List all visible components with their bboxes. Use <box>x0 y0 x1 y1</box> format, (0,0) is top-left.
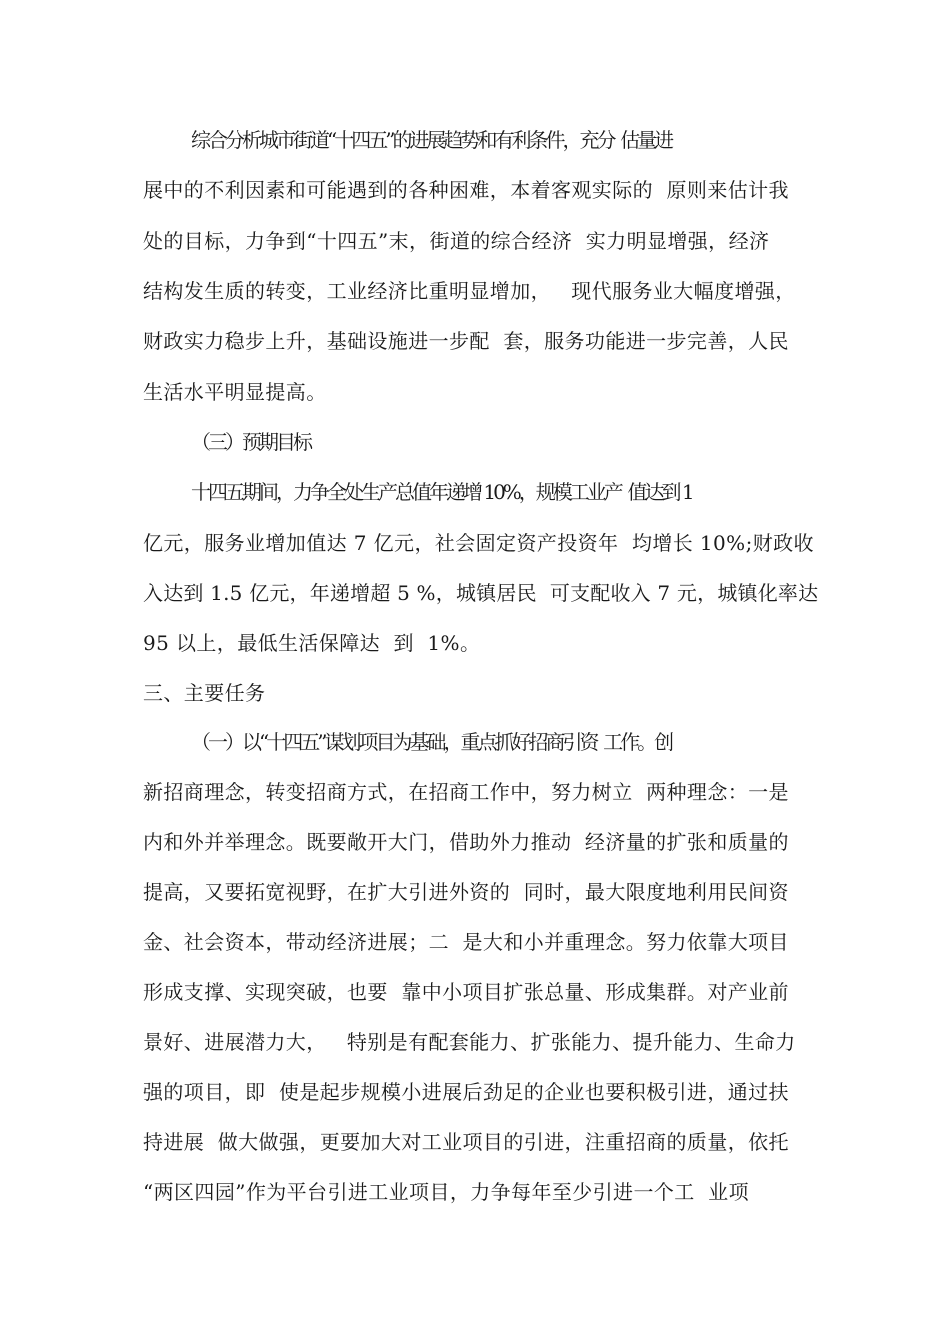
paragraph-3-line-7: 景好、进展潜力大， 特别是有配套能力、扩张能力、提升能力、生命力 <box>143 1030 796 1054</box>
paragraph-2-line-3: 入达到 1.5 亿元，年递增超 5 %，城镇居民 可支配收入 7 元，城镇化率达 <box>143 581 819 605</box>
paragraph-3-line-1: （一）以“十四五”谋划项目为基础，重点抓好招商引资 工作。创 <box>191 730 672 754</box>
paragraph-3-line-5: 金、社会资本，带动经济进展；二 是大和小并重理念。努力依靠大项目 <box>143 930 789 954</box>
paragraph-3-line-9: 持进展 做大做强，更要加大对工业项目的引进，注重招商的质量，依托 <box>143 1130 789 1154</box>
paragraph-1-line-6: 生活水平明显提高。 <box>143 380 327 404</box>
paragraph-1-line-5: 财政实力稳步上升，基础设施进一步配 套，服务功能进一步完善，人民 <box>143 329 789 353</box>
paragraph-3-line-3: 内和外并举理念。既要敞开大门，借助外力推动 经济量的扩张和质量的 <box>143 830 789 854</box>
paragraph-1-line-4: 结构发生质的转变，工业经济比重明显增加， 现代服务业大幅度增强， <box>143 279 796 303</box>
paragraph-2-line-2: 亿元，服务业增加值达 7 亿元，社会固定资产投资年 均增长 10%;财政收 <box>143 531 814 555</box>
paragraph-3-line-4: 提高，又要拓宽视野，在扩大引进外资的 同时，最大限度地利用民间资 <box>143 880 789 904</box>
paragraph-1-line-3: 处的目标，力争到“十四五”末，街道的综合经济 实力明显增强，经济 <box>143 229 770 253</box>
paragraph-3-line-2: 新招商理念，转变招商方式，在招商工作中，努力树立 两种理念：一是 <box>143 780 789 804</box>
paragraph-3-line-6: 形成支撑、实现突破，也要 靠中小项目扩张总量、形成集群。对产业前 <box>143 980 789 1004</box>
section-heading-main-tasks: 三、主要任务 <box>143 681 266 705</box>
subheading-expected-goals: （三）预期目标 <box>191 430 310 454</box>
paragraph-3-line-10: “两区四园”作为平台引进工业项目，力争每年至少引进一个工 业项 <box>143 1180 749 1204</box>
paragraph-1-line-1: 综合分析城市街道“十四五”的进展趋势和有利条件，充分 估量进 <box>191 128 672 152</box>
paragraph-2-line-4: 95 以上，最低生活保障达 到 1%。 <box>143 631 481 655</box>
paragraph-2-line-1: 十四五期间，力争全处生产总值年递增 10%，规模工业产 值达到 1 <box>191 480 692 504</box>
paragraph-1-line-2: 展中的不利因素和可能遇到的各种困难，本着客观实际的 原则来估计我 <box>143 178 789 202</box>
paragraph-3-line-8: 强的项目，即 使是起步规模小进展后劲足的企业也要积极引进，通过扶 <box>143 1080 789 1104</box>
